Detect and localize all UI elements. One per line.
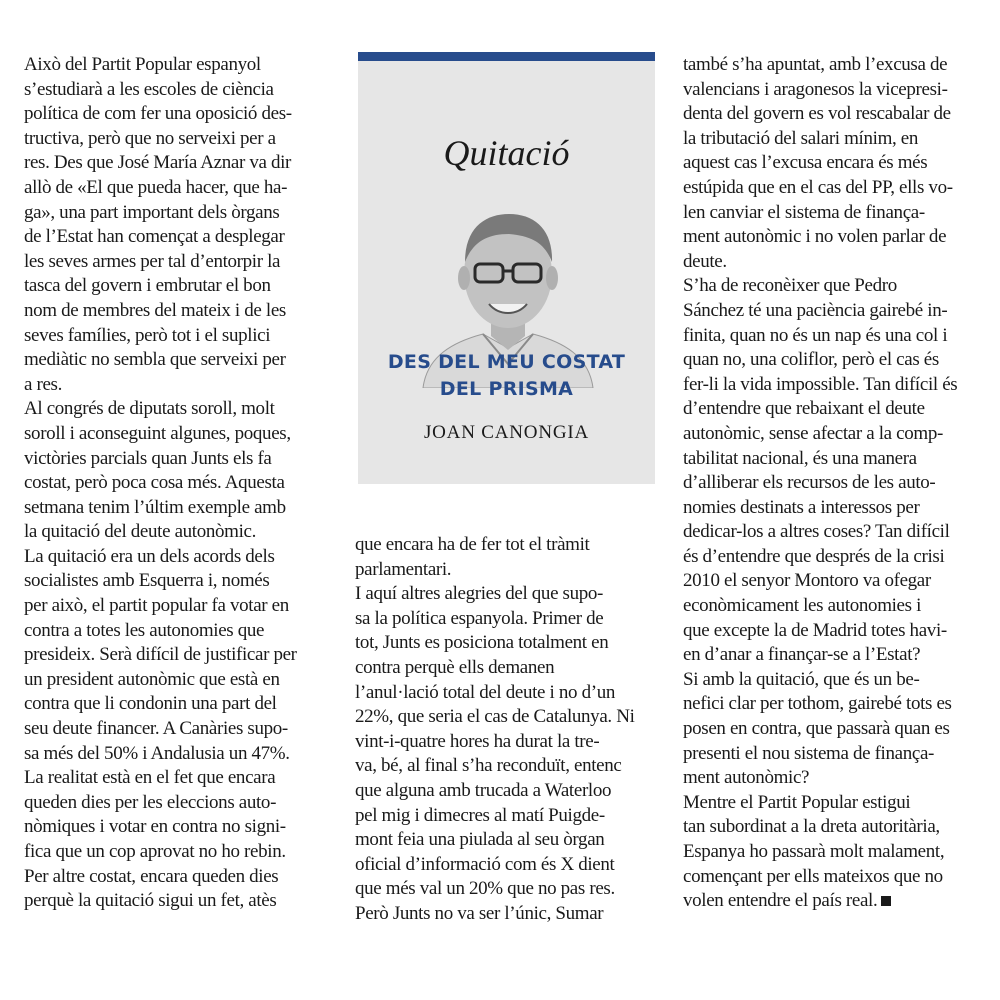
text-line-content: queden dies per les eleccions auto- — [24, 791, 277, 813]
text-line — [683, 840, 983, 865]
text-line — [24, 201, 334, 226]
text-line-content: vint-i-quatre hores ha durat la tre- — [355, 730, 600, 752]
text-line-content: res. Des que José María Aznar va dir — [24, 152, 292, 174]
text-line — [355, 877, 657, 902]
text-line — [355, 730, 657, 755]
text-line-content: ga», una part important dels òrgans — [24, 201, 280, 223]
text-line — [24, 274, 334, 299]
text-line-content: un president autonòmic que està en — [24, 668, 280, 690]
text-line — [683, 397, 983, 422]
text-line-content: l’anul·lació total del deute i no d’un — [355, 681, 616, 703]
text-line — [24, 668, 334, 693]
text-line — [24, 447, 334, 472]
text-line-content: Sánchez té una paciència gairebé in- — [683, 299, 948, 321]
column-section-heading — [358, 349, 655, 403]
text-line — [24, 496, 334, 521]
text-line-content: econòmicament les autonomies i — [683, 595, 922, 617]
text-line — [355, 804, 657, 829]
text-line-content: finita, quan no és un nap és una col i — [683, 324, 948, 346]
text-line — [355, 828, 657, 853]
text-line-content: denta del govern es vol rescabalar de — [683, 103, 951, 125]
text-line-content: ment autonòmic i no volen parlar de — [683, 226, 947, 248]
end-of-article-mark — [881, 896, 891, 906]
heading-line-1: DES DEL MEU COSTAT — [387, 351, 626, 373]
text-line-content: perquè la quitació sigui un fet, atès — [24, 890, 277, 912]
text-line-content: contra que li condonin una part del — [24, 693, 277, 715]
text-line-content: seves famílies, però tot i el suplici — [24, 324, 271, 346]
text-line-content: deute. — [683, 250, 727, 272]
text-line-content: Si amb la quitació, que és un be- — [683, 668, 920, 690]
text-line-content: a res. — [24, 373, 62, 395]
text-line-content: autonòmic, sense afectar a la comp- — [683, 422, 943, 444]
text-line-content: pel mig i dimecres al matí Puigde- — [355, 804, 605, 826]
text-line — [24, 176, 334, 201]
text-line — [683, 176, 983, 201]
text-line — [24, 422, 334, 447]
text-line-content: tasca del govern i embrutar el bon — [24, 275, 271, 297]
text-line-content: estúpida que en el cas del PP, ells vo- — [683, 176, 953, 198]
text-line-content: costat, però poca cosa més. Aquesta — [24, 472, 285, 494]
text-line-content: tructiva, però que no serveixi per a — [24, 127, 276, 149]
text-line-content: d’alliberar els recursos de les auto- — [683, 472, 936, 494]
text-line — [683, 496, 983, 521]
column-header-box — [358, 52, 655, 484]
text-line-content: nòmiques i votar en contra no signi- — [24, 816, 286, 838]
text-line-content: presenti el nou sistema de finança- — [683, 742, 935, 764]
text-line — [683, 815, 983, 840]
text-line-content: victòries parcials quan Junts els fa — [24, 447, 272, 469]
text-line — [355, 705, 657, 730]
text-line-content: tot, Junts es posiciona totalment en — [355, 632, 609, 654]
text-line — [24, 471, 334, 496]
text-line — [355, 582, 657, 607]
text-line — [24, 250, 334, 275]
text-line — [683, 348, 983, 373]
text-line — [683, 373, 983, 398]
text-line-content: nomies destinats a interessos per — [683, 496, 920, 518]
text-line-content: seu deute financer. A Canàries supo- — [24, 718, 288, 740]
text-line-content: va, bé, al final s’ha reconduït, entenc — [355, 755, 622, 777]
text-line-content: soroll i aconseguint algunes, poques, — [24, 422, 291, 444]
text-line — [24, 397, 334, 422]
text-line-content: Per altre costat, encara queden dies — [24, 865, 279, 887]
text-line — [24, 569, 334, 594]
text-line — [683, 422, 983, 447]
text-line-content: que excepte la de Madrid totes havi- — [683, 619, 947, 641]
text-line — [683, 545, 983, 570]
text-line-content: s’estudiarà a les escoles de ciència — [24, 78, 274, 100]
text-line-content: socialistes amb Esquerra i, només — [24, 570, 270, 592]
text-line-content: ment autonòmic? — [683, 767, 810, 789]
text-line-content: tan subordinat a la dreta autoritària, — [683, 816, 940, 838]
text-line — [683, 299, 983, 324]
text-line — [24, 889, 334, 914]
text-line-content: és d’entendre que després de la crisi — [683, 545, 945, 567]
text-line — [24, 102, 334, 127]
text-line-content: contra a totes les autonomies que — [24, 619, 265, 641]
text-line — [24, 742, 334, 767]
text-line — [683, 717, 983, 742]
text-line-content: les seves armes per tal d’entorpir la — [24, 250, 281, 272]
text-line — [683, 274, 983, 299]
text-line-content: sa la política espanyola. Primer de — [355, 607, 604, 629]
text-line — [24, 717, 334, 742]
text-line — [24, 545, 334, 570]
text-line-content: La realitat està en el fet que encara — [24, 767, 276, 789]
text-line-content: que alguna amb trucada a Waterloo — [355, 779, 612, 801]
text-line-content: volen entendre el país real. — [683, 890, 878, 912]
text-line — [683, 201, 983, 226]
text-line-content: len canviar el sistema de finança- — [683, 201, 925, 223]
author-name: JOAN CANONGIA — [423, 422, 590, 443]
text-line-content: la tributació del salari mínim, en — [683, 127, 919, 149]
heading-line-2: DEL PRISMA — [439, 378, 574, 400]
text-line-content: nefici clar per tothom, gairebé tots es — [683, 693, 952, 715]
text-line-content: contra perquè ells demanen — [355, 656, 555, 678]
text-line — [355, 558, 657, 583]
text-line — [24, 53, 334, 78]
text-line — [683, 692, 983, 717]
article-column-2 — [355, 533, 657, 927]
text-line — [24, 348, 334, 373]
text-line — [683, 569, 983, 594]
text-line-content: Això del Partit Popular espanyol — [24, 54, 261, 75]
text-line — [355, 681, 657, 706]
text-line — [24, 299, 334, 324]
text-line — [683, 225, 983, 250]
text-line-content: posen en contra, que passarà quan es — [683, 718, 950, 740]
text-line-content: Espanya ho passarà molt malament, — [683, 841, 945, 862]
text-line-content: setmana tenim l’últim exemple amb — [24, 496, 286, 518]
text-line — [683, 594, 983, 619]
text-line-content: oficial d’informació com és X dient — [355, 853, 615, 875]
text-line — [683, 471, 983, 496]
text-line — [683, 324, 983, 349]
text-line — [683, 889, 983, 914]
text-line — [24, 791, 334, 816]
text-line-content: La quitació era un dels acords dels — [24, 545, 275, 567]
text-line — [683, 643, 983, 668]
text-line — [355, 533, 657, 558]
text-line — [24, 815, 334, 840]
text-line — [24, 373, 334, 398]
text-line — [24, 151, 334, 176]
text-line — [24, 78, 334, 103]
column-title: Quitació — [443, 133, 570, 173]
text-line — [24, 225, 334, 250]
text-line-content: 22%, que seria el cas de Catalunya. Ni — [355, 706, 635, 728]
box-top-rule — [358, 52, 655, 61]
text-line — [683, 668, 983, 693]
text-line-content: Però Junts no va ser l’únic, Sumar — [355, 902, 604, 924]
text-line-content: Mentre el Partit Popular estigui — [683, 791, 911, 813]
text-line — [683, 447, 983, 472]
text-line — [683, 78, 983, 103]
text-line-content: nom de membres del mateix i de les — [24, 299, 286, 321]
text-line — [24, 643, 334, 668]
text-line-content: sa més del 50% i Andalusia un 47%. — [24, 742, 290, 764]
text-line — [24, 127, 334, 152]
text-line-content: per això, el partit popular fa votar en — [24, 595, 289, 617]
text-line-content: que més val un 20% que no pas res. — [355, 878, 615, 900]
article-column-3 — [683, 53, 983, 914]
text-line-content: aquest cas l’excusa encara és més — [683, 152, 928, 174]
text-line-content: la quitació del deute autonòmic. — [24, 521, 257, 543]
text-line-content: mont feia una piulada al seu òrgan — [355, 829, 605, 851]
text-line — [683, 766, 983, 791]
text-line-content: tabilitat nacional, és una manera — [683, 447, 917, 469]
text-line-content: S’ha de reconèixer que Pedro — [683, 275, 897, 297]
text-line — [683, 127, 983, 152]
text-line — [683, 865, 983, 890]
text-line — [24, 324, 334, 349]
text-line-content: presideix. Serà difícil de justificar per — [24, 644, 297, 666]
text-line — [355, 754, 657, 779]
text-line — [355, 853, 657, 878]
text-line-content: allò de «El que pueda hacer, que ha- — [24, 176, 288, 198]
text-line-content: fer-li la vida impossible. Tan difícil és — [683, 373, 958, 395]
text-line-content: de l’Estat han començat a desplegar — [24, 226, 285, 248]
text-line-content: valencians i aragonesos la vicepresi- — [683, 78, 948, 100]
text-line — [683, 520, 983, 545]
text-line — [355, 902, 657, 927]
text-line-content: fica que un cop aprovat no ho rebin. — [24, 841, 286, 862]
text-line — [355, 656, 657, 681]
text-line — [683, 619, 983, 644]
text-line — [24, 865, 334, 890]
text-line-content: que encara ha de fer tot el tràmit — [355, 534, 590, 555]
text-line-content: política de com fer una oposició des- — [24, 103, 292, 125]
text-line — [683, 791, 983, 816]
text-line-content: parlamentari. — [355, 558, 452, 580]
text-line — [683, 250, 983, 275]
text-line — [355, 631, 657, 656]
article-column-1 — [24, 53, 334, 914]
text-line-content: dedicar-los a altres coses? Tan difícil — [683, 521, 950, 543]
text-line-content: començant per ells mateixos que no — [683, 865, 943, 887]
text-line — [683, 102, 983, 127]
text-line — [683, 151, 983, 176]
text-line — [24, 840, 334, 865]
text-line — [683, 53, 983, 78]
text-line — [683, 742, 983, 767]
text-line — [24, 594, 334, 619]
text-line — [24, 520, 334, 545]
text-line — [24, 619, 334, 644]
text-line-content: quan no, una coliflor, però el cas és — [683, 349, 939, 371]
text-line-content: Al congrés de diputats soroll, molt — [24, 398, 275, 420]
text-line-content: I aquí altres alegries del que supo- — [355, 583, 604, 605]
text-line — [355, 779, 657, 804]
text-line-content: 2010 el senyor Montoro va ofegar — [683, 570, 931, 592]
text-line — [24, 692, 334, 717]
text-line-content: en d’anar a finançar-se a l’Estat? — [683, 644, 921, 666]
text-line-content: d’entendre que rebaixant el deute — [683, 398, 925, 420]
text-line-content: també s’ha apuntat, amb l’excusa de — [683, 54, 948, 75]
text-line-content: mediàtic no sembla que serveixi per — [24, 349, 286, 371]
text-line — [355, 607, 657, 632]
text-line — [24, 766, 334, 791]
